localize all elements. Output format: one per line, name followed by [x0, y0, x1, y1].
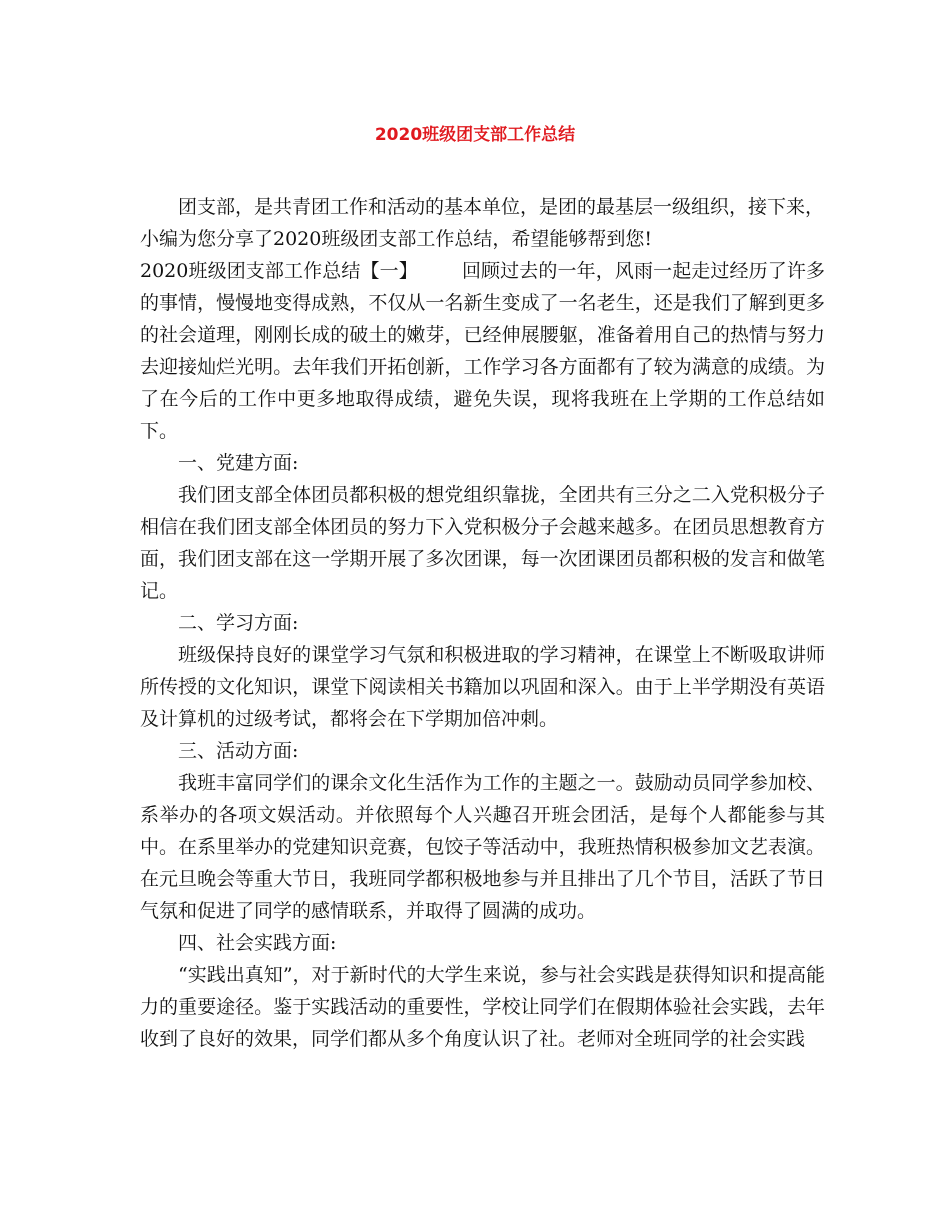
paragraph-study: 班级保持良好的课堂学习气氛和积极进取的学习精神，在课堂上不断吸取讲师所传授的文化知识，课堂下阅读相关书籍加以巩固和深入。由于上半学期没有英语及计算机的过级考试，都将会在下学期加倍冲刺。 — [140, 644, 825, 730]
paragraph-party-building: 我们团支部全体团员都积极的想党组织靠拢，全团共有三分之二入党积极分子相信在我们团支部全体团员的努力下入党积极分子会越来越多。在团员思想教育方面，我们团支部在这一学期开展了多次团课，每一次团课团员都积极的发言和做笔记。 — [140, 484, 825, 602]
intro-line-1: 团支部，是共青团工作和活动的基本单位，是团的最基层一级组织，接下来， — [178, 196, 825, 218]
heading-activities: 三、活动方面: — [178, 740, 299, 762]
section-heading: 2020班级团支部工作总结【一】 — [140, 260, 418, 282]
heading-study: 二、学习方面: — [178, 612, 299, 634]
section-first-text: 回顾过去的一年，风雨一起走过经历了许多的事情，慢慢地变得成熟，不仅从一名新生变成了一名老生，还是我们了解到更多的社会道理，刚刚长成的破土的嫩芽，已经伸展腰躯，准备着用自己的热情与努力去迎接灿烂光明。去年我们开拓创新，工作学习各方面都有了较为满意的成绩。为了在今后的工作中更多地取得成绩，避免失误，现将我班在上学期的工作总结如下。 — [140, 260, 825, 442]
intro-line-2-text: 小编为您分享了2020班级团支部工作总结，希望能够帮到您! — [140, 228, 652, 250]
document-body — [140, 191, 825, 1055]
paragraph-activities: 我班丰富同学们的课余文化生活作为工作的主题之一。鼓励动员同学参加校、系举办的各项文娱活动。并依照每个人兴趣召开班会团活，是每个人都能参与其中。在系里举办的党建知识竞赛，包饺子等活动中，我班热情积极参加文艺表演。在元旦晚会等重大节日，我班同学都积极地参与并且排出了几个节目，活跃了节日气氛和促进了同学的感情联系，并取得了圆满的成功。 — [140, 772, 825, 922]
intro-line-2 — [140, 223, 825, 255]
section-first-paragraph — [140, 255, 825, 447]
heading-social-practice: 四、社会实践方面: — [178, 932, 337, 954]
heading-party-building: 一、党建方面: — [178, 452, 299, 474]
paragraph-social-practice: “实践出真知”，对于新时代的大学生来说，参与社会实践是获得知识和提高能力的重要途径。鉴于实践活动的重要性，学校让同学们在假期体验社会实践，去年收到了良好的效果，同学们都从多个角度认识了社。老师对全班同学的社会实践 — [140, 964, 825, 1050]
document-title: 2020班级团支部工作总结 — [374, 125, 576, 145]
